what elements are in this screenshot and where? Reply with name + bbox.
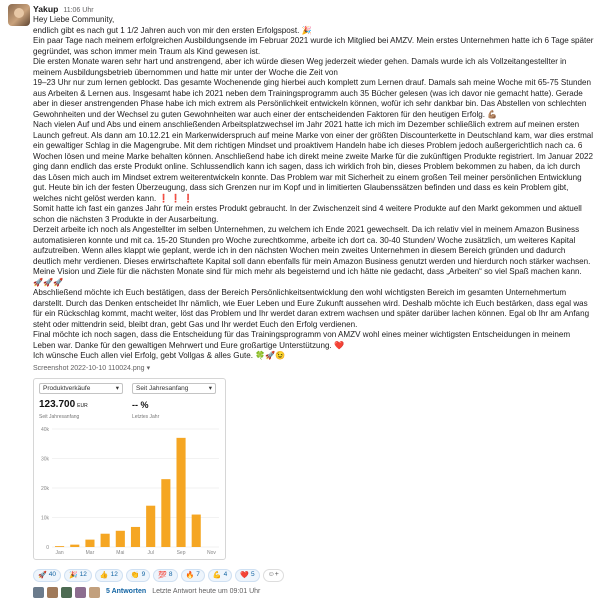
reaction-button[interactable] [153,569,177,582]
bar [85,540,94,547]
period-dropdown-label: Seit Jahresanfang [136,385,189,392]
reaction-button[interactable] [95,569,123,582]
reaction-emoji: 🔥 [185,571,195,580]
compare-caption: Letztes Jahr [132,414,160,420]
reaction-button[interactable] [64,569,92,582]
x-tick-label: Mar [85,550,95,556]
attachment-image[interactable] [33,378,226,560]
sales-value-number: 123.700 [39,399,76,410]
reaction-button[interactable] [208,569,232,582]
sales-bar-chart [34,423,225,559]
x-tick-label: Jul [147,550,154,556]
reaction-count: 12 [110,571,118,579]
metric-dropdown[interactable] [39,383,123,394]
reaction-button[interactable] [235,569,259,582]
reaction-emoji: 👍 [99,571,109,580]
compare-value: -- % [132,400,149,410]
paragraph: Ich wünsche Euch allen viel Erfolg, gebt Vollgas & alles Gute. 🍀🚀😉 [33,351,286,360]
x-tick-label: Mai [116,550,125,556]
avatar [75,587,86,598]
attachment-label[interactable] [33,364,594,375]
paragraph: Final möchte ich noch sagen, dass die Entscheidung für das Trainingsprogramm von AMZV wohl eines meiner wichtigsten Entscheidungen in meinem Leben war. Danke für den gewaltigen Mehrwert und Eure großartige Unterstützung. ❤️ [33,330,571,350]
reaction-count: 40 [48,571,56,579]
avatar[interactable] [8,4,30,26]
paragraph: Derzeit arbeite ich noch als Angestellter im selben Unternehmen, zu welchem ich Ende 2021 gewechselt. Da ich relativ viel in meinem Amazon Business automatisieren konnte und mit ca. 15-20 Stunden pro Woche zurechtkomme, arbeite ich dort ca. 30-40 Stunden/ Woche zusätzlich, um weiteres Kapital aufzutreiben. Wenn alles klappt wie geplant, werde ich in den nächsten Wochen mein zweites Unternehmen in diesem Bereich gründen und dadurch deutlich mehr verdienen. Dieses erwirtschaftete Kapital soll dann ebenfalls für mein Amazon Business genutzt werden und hierdurch noch stärker wachsen. Meine Vision und Ziele für die nächsten Monate sind für mich mehr als begeisternd und ich hätte nie gedacht, dass „Arbeiten“ so viel Spaß machen kann. 🚀🚀🚀 [33,225,591,287]
x-tick-label: Nov [206,550,216,556]
last-reply-time: Letzte Antwort heute um 09:01 Uhr [152,588,261,596]
reaction-emoji: 💯 [158,571,167,580]
avatar [89,587,100,598]
paragraph: Ein paar Tage nach meinem erfolgreichen Ausbildungsende im Februar 2021 wurde ich Mitglied bei AMZV. Mein erstes Unternehmen hatte ich 6 Tage später gegründet, was schon immer mein Traum als Kind gewesen ist. [33,36,594,56]
chevron-down-icon: ▾ [208,385,212,392]
bar [192,515,201,547]
paragraph: endlich gibt es nach gut 1 1/2 Jahren auch von mir den ersten Erfolgspost. 🎉 [33,25,312,35]
reaction-button[interactable] [181,569,205,582]
paragraph: Nach vielen Auf und Abs und einem anschließenden Arbeitsplatzwechsel im Jahr 2021 hatte ich mich im Dezember schließlich extrem auf meinen ersten Launch gefreut. Als dann am 10.12.21 ein Markenwiderspruch auf meine Marke von einer der größten Discounterkette in Deutschland kam, war dies erstmal ein gewaltiger Schlag in die Magengrube. Mit dem richtigen Mindset und proaktivem Handeln habe ich dieses Problem jedoch außergerichtlich nach ca. 6 Wochen lösen und meine Marke behalten können. Anschließend habe ich direkt meine zweite Marke für die zukünftigen Produkte registriert. Im Januar 2022 ging dann endlich das erste Produkt online. Schlussendlich kann ich sagen, dass ich wirklich froh bin, dieses Problem bekommen zu haben, da ich durch das Lösen mich auch im Mindset extrem weiterentwickeln konnte. Das Problem war mit Sicherheit zu einem großen Teil meiner persönlichen Entwicklung gut. Heute bin ich der festen Überzeugung, dass sich Grenzen nur im Kopf und in limitierten Glaubenssätzen befinden und dass es kein Problem gibt, welches nicht gelöst werden kann. ❗ ❗ ❗ [33,120,594,203]
reaction-button[interactable] [126,569,150,582]
reaction-count: 4 [223,571,228,579]
avatar [47,587,58,598]
thread-summary[interactable] [33,587,260,598]
avatar [61,587,72,598]
avatar [33,587,44,598]
y-tick-label: 10k [40,515,49,522]
add-reaction-button[interactable]: ☺+ [263,569,284,582]
reaction-count: 5 [250,571,255,579]
bar [101,534,110,547]
timestamp[interactable]: 11:06 Uhr [63,7,94,14]
y-tick-label: 0 [46,544,49,551]
period-dropdown[interactable] [132,383,216,394]
message-body [33,15,594,560]
sales-caption: Seit Jahresanfang [39,414,80,420]
bar [55,546,64,547]
currency: EUR [77,403,88,409]
attachment-name[interactable]: Screenshot 2022-10-10 110024.png [33,364,145,372]
bar [131,527,140,547]
reaction-count: 9 [141,571,146,579]
paragraph: 19–23 Uhr nur zum lernen geblockt. Das gesamte Wochenende ging hierbei auch komplett zum Lernen drauf. Damals sah meine Woche mit 65-75 Stunden aus Arbeiten & Lernen aus. Insgesamt habe ich 2021 neben dem Trainingsprogramm auch 35 Bücher gelesen (was ich davor nie gemacht hatte). Gerade aber in dieser anstrengenden Phase habe ich mich extrem als Persönlichkeit entwickeln können, wofür ich sehr dankbar bin. Das Abstellen von schlechten Gewohnheiten und der Wechsel zu guten Gewohnheiten war auch einer der entscheidenden Faktoren für den heutigen Erfolg. 💪🏽 [33,78,592,119]
paragraph: Somit hatte ich fast ein ganzes Jahr für mein erstes Produkt gebraucht. In der Zwischenzeit sind 4 weitere Produkte auf den Markt gekommen und aktuell schon die nächsten 3 Produkte in der Ausarbeitung. [33,204,582,224]
chevron-down-icon[interactable]: ▾ [146,364,151,372]
bar [116,531,125,547]
reaction-emoji: 🎉 [68,571,78,580]
bar [161,479,170,547]
paragraph: Abschließend möchte ich Euch bestätigen, dass der Bereich Persönlichkeitsentwicklung den wohl wichtigsten Bereich im gesamten Unternehmertum darstellt. Durch das Denken entscheidet Ihr nämlich, wie Euer Leben und Eure Zukunft aussehen wird. Deshalb möchte ich Euch bestärken, dass egal was für ein Rückschlag kommt, macht weiter, löst das Problem und Ihr werdet daran extrem wachsen und später darüber lachen können. Egal ob Ihr am Anfang steht oder mittendrin seid, bleibt dran, gebt Gas und Ihr werdet Euch den Erfolg verdienen. [33,288,590,329]
y-tick-label: 40k [40,426,49,433]
reaction-emoji: ❤️ [240,571,249,580]
x-tick-label: Jan [55,550,64,556]
bar [146,506,155,547]
reaction-button[interactable] [33,569,61,582]
y-tick-label: 30k [40,456,49,463]
reaction-emoji: 💪 [212,571,222,580]
reaction-emoji: 👏 [130,571,140,580]
reaction-count: 12 [79,571,87,579]
reactions-bar [33,569,284,582]
metric-dropdown-label: Produktverkäufe [43,385,91,392]
paragraph: Die ersten Monate waren sehr hart und anstrengend, aber ich würde diesen Weg jederzeit wieder gehen. Damals wurde ich als Vollzeitangestellter in meinem Ausbildungsbetrieb übernommen und hatte mir unter der Woche die Zeit von [33,57,567,77]
bar [176,438,185,547]
sales-value [39,400,88,412]
bar [70,545,79,547]
reaction-count: 7 [196,571,200,579]
replies-link[interactable]: 5 Antworten [106,588,147,596]
x-tick-label: Sep [176,550,186,556]
y-tick-label: 20k [40,485,49,492]
chevron-down-icon: ▾ [115,385,119,392]
reaction-count: 8 [168,571,173,579]
reaction-emoji: 🚀 [38,571,47,580]
author-name[interactable]: Yakup [33,4,59,14]
paragraph: Hey Liebe Community, [33,15,115,24]
